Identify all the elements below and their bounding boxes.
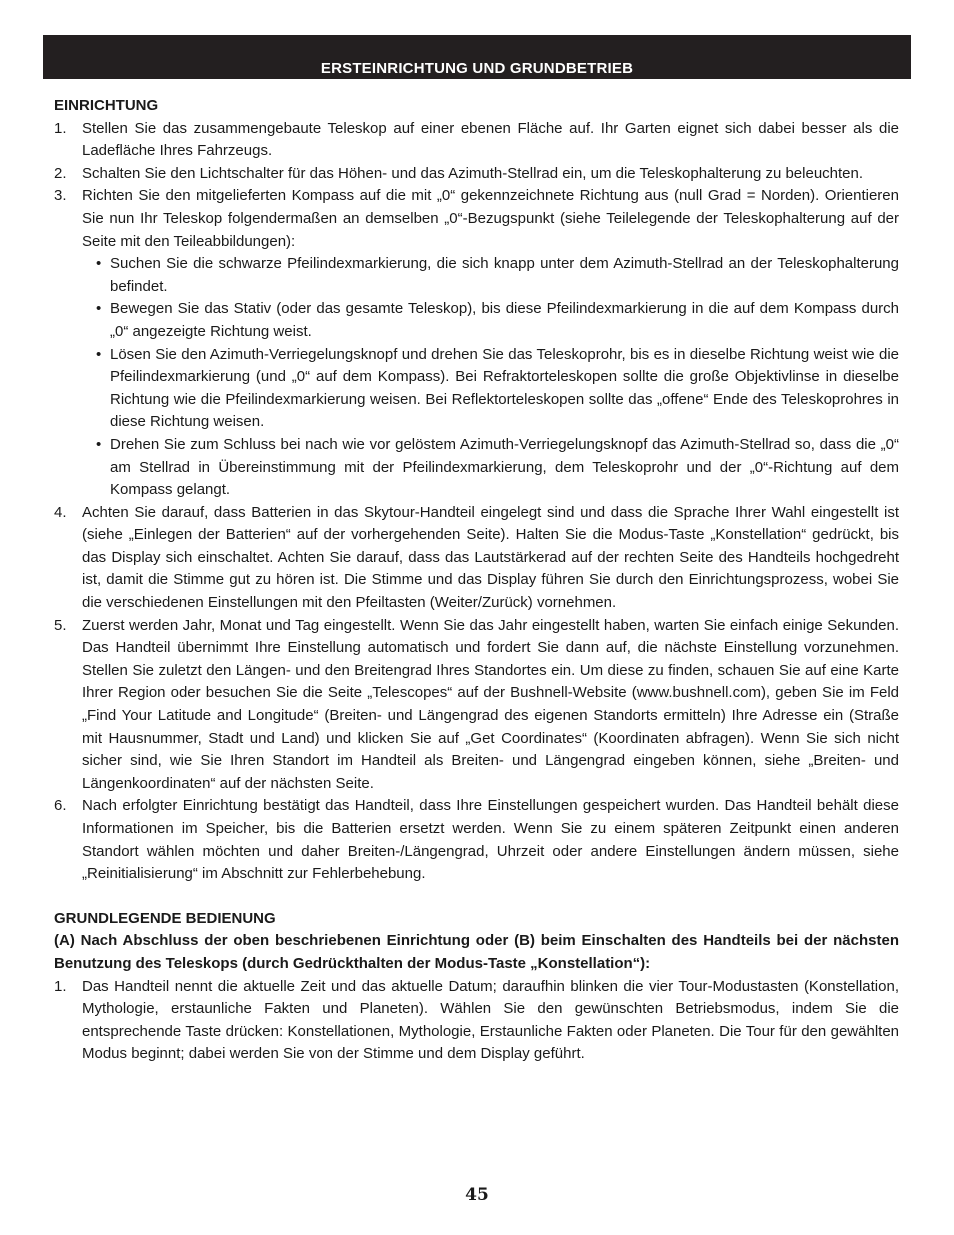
step-number: 5. <box>54 616 67 634</box>
step-number: 4. <box>54 503 67 521</box>
section-spacer <box>54 886 899 908</box>
section-header-bar <box>43 35 911 79</box>
setup-step <box>54 795 899 885</box>
step-text: Schalten Sie den Lichtschalter für das Höhen- und das Azimuth-Stellrad ein, um die Teleskophalterung zu beleuchten. <box>82 164 864 182</box>
setup-step <box>54 163 899 186</box>
bullet-dot: • <box>96 255 102 273</box>
bullet-text: Lösen Sie den Azimuth-Verriegelungsknopf und drehen Sie das Teleskoprohr, bis es in dieselbe Richtung weist wie die Pfeilindexmarkierung (und „0“ auf dem Kompass). Bei Refraktorteleskopen sollte die große Objektivlinse in dieselbe Richtung wie die Pfeilindexmarkierung weisen. Bei Reflektorteleskopen sollte das „offene“ Ende des Teleskoprohres in diese Richtung weisen. <box>110 345 899 431</box>
setup-step <box>54 118 899 163</box>
bullet-text: Drehen Sie zum Schluss bei nach wie vor gelöstem Azimuth-Verriegelungsknopf das Azimuth-Stellrad so, dass die „0“ am Stellrad in Übereinstimmung mit der Pfeilindexmarkierung, dem Teleskoprohr und der „0“-Richtung auf dem Kompass gelangt. <box>110 435 899 499</box>
page-number: 45 <box>465 1185 489 1205</box>
setup-step <box>54 185 899 501</box>
section-header-title: ERSTEINRICHTUNG UND GRUNDBETRIEB <box>320 60 634 77</box>
step-number: 1. <box>54 119 67 137</box>
bullet-item <box>82 434 899 502</box>
basic-operation-heading: GRUNDLEGENDE BEDIENUNG <box>54 909 276 927</box>
step-number: 2. <box>54 164 67 182</box>
setup-step <box>54 615 899 796</box>
bullet-item <box>82 344 899 434</box>
bullet-dot: • <box>96 345 102 363</box>
page-content <box>54 95 899 1066</box>
basic-operation-subheading: (A) Nach Abschluss der oben beschriebenen Einrichtung oder (B) beim Einschalten des Handteils bei der nächsten Benutzung des Teleskops (durch Gedrückthalten der Modus-Taste „Konstellation“): <box>54 932 899 972</box>
bullet-text: Bewegen Sie das Stativ (oder das gesamte Teleskop), bis diese Pfeilindexmarkierung in die auf dem Kompass durch „0“ angezeigte Richtung weist. <box>110 300 899 340</box>
bullet-text: Suchen Sie die schwarze Pfeilindexmarkierung, die sich knapp unter dem Azimuth-Stellrad an der Teleskophalterung befindet. <box>110 255 899 295</box>
operation-step <box>54 976 899 1066</box>
setup-step <box>54 502 899 615</box>
step-text: Richten Sie den mitgelieferten Kompass auf die mit „0“ gekennzeichnete Richtung aus (null Grad = Norden). Orientieren Sie nun Ihr Teleskop folgendermaßen an demselben „0“-Bezugspunkt (siehe Teilelegende der Teleskophalterung auf der Seite mit den Teileabbildungen): <box>82 187 899 250</box>
step-text: Achten Sie darauf, dass Batterien in das Skytour-Handteil eingelegt sind und dass die Sprache Ihrer Wahl eingestellt ist (siehe „Einlegen der Batterien“ auf der vorhergehenden Seite). Halten Sie die Modus-Taste „Konstellation“ gedrückt, bis das Display sich einschaltet. Achten Sie darauf, dass das Lautstärkerad auf der rechten Seite des Handteils hochgedreht ist, damit die Stimme gut zu hören ist. Die Stimme und das Display führen Sie durch den Einrichtungsprozess, wobei Sie die verschiedenen Einstellungen mit den Pfeiltasten (Weiter/Zurück) vornehmen. <box>82 503 899 612</box>
bullet-dot: • <box>96 435 102 453</box>
step-text: Stellen Sie das zusammengebaute Teleskop auf einer ebenen Fläche auf. Ihr Garten eignet sich dabei besser als die Ladefläche Ihres Fahrzeugs. <box>82 119 899 160</box>
step-text: Nach erfolgter Einrichtung bestätigt das Handteil, dass Ihre Einstellungen gespeichert wurden. Das Handteil behält diese Informationen im Speicher, bis die Batterien ersetzt werden. Wenn Sie zu einem späteren Zeitpunkt einen anderen Standort wählen möchten und daher Breiten-/Längengrad, Uhrzeit oder andere Einstellungen ändern müssen, siehe „Reinitialisierung“ im Abschnitt zur Fehlerbehebung. <box>82 797 899 883</box>
step-number: 1. <box>54 977 67 995</box>
step-body <box>82 185 899 501</box>
step-text: Das Handteil nennt die aktuelle Zeit und das aktuelle Datum; daraufhin blinken die vier Tour-Modustasten (Konstellation, Mythologie, erstaunliche Fakten und Planeten). Wählen Sie den gewünschten Betriebsmodus, indem Sie die entsprechende Taste drücken: Konstellationen, Mythologie, Erstaunliche Fakten oder Planeten. Die Tour für den gewählten Modus beginnt; dabei werden Sie von der Stimme und dem Display geführt. <box>82 977 899 1063</box>
step-number: 3. <box>54 187 67 205</box>
step-number: 6. <box>54 797 67 815</box>
setup-heading: EINRICHTUNG <box>54 97 159 114</box>
bullet-item <box>82 253 899 298</box>
bullet-item <box>82 298 899 343</box>
step-text: Zuerst werden Jahr, Monat und Tag eingestellt. Wenn Sie das Jahr eingestellt haben, warten Sie einfach einige Sekunden. Das Handteil übernimmt Ihre Einstellung automatisch und fordert Sie dann auf, die nächste Einstellung vorzunehmen. Stellen Sie zuletzt den Längen- und den Breitengrad Ihres Standortes ein. Um diese zu finden, schauen Sie auf eine Karte Ihrer Region oder besuchen Sie die Seite „Telescopes“ auf der Bushnell-Website (www.bushnell.com), geben Sie im Feld „Find Your Latitude and Longitude“ (Breiten- und Längengrad des eigenen Standorts ermitteln) Ihre Adresse ein (Straße mit Hausnummer, Stadt und Land) und klicken Sie auf „Get Coordinates“ (Koordinaten abfragen). Wenn Sie sich nicht sicher sind, wie Sie Ihren Standort im Handteil als Breiten- und Längengrad eingeben können, siehe „Breiten- und Längenkoordinaten“ auf der nächsten Seite. <box>82 616 899 792</box>
bullet-dot: • <box>96 300 102 318</box>
bullet-list <box>82 253 899 502</box>
